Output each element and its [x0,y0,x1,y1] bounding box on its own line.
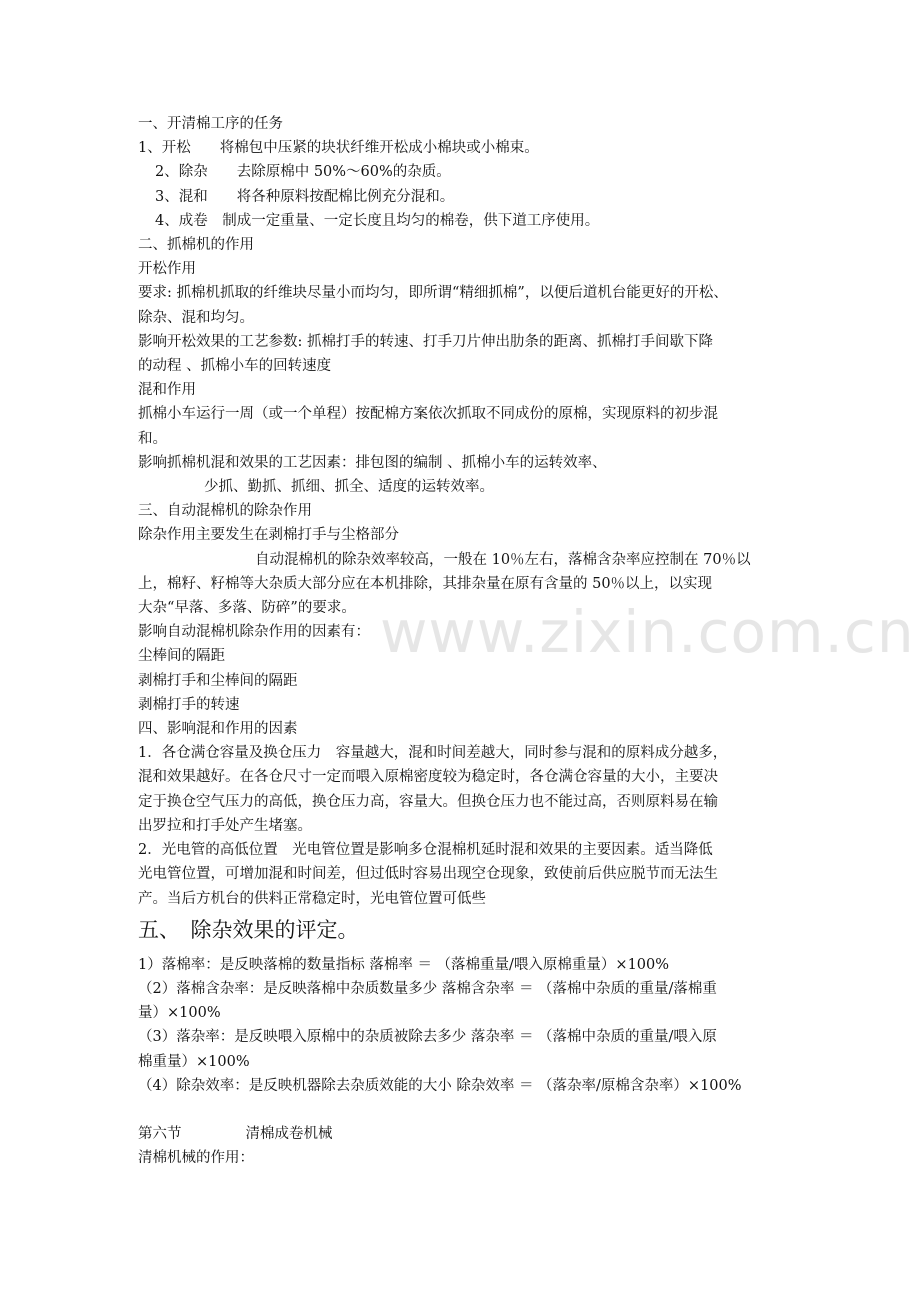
paragraph-line: 除杂作用主要发生在剥棉打手与尘格部分 [138,527,399,544]
paragraph-line: 混和效果越好。在各仓尺寸一定而喂入原棉密度较为稳定时，各仓满仓容量的大小，主要决 [138,769,718,786]
list-item: 4、成卷 制成一定重量、一定长度且均匀的棉卷，供下道工序使用。 [155,212,600,229]
paragraph-line: 定于换仓空气压力的高低，换仓压力高，容量大。但换仓压力也不能过高，否则原料易在输 [138,793,718,810]
paragraph-line: 清棉机械的作用： [138,1150,254,1167]
paragraph-line: 影响开松效果的工艺参数: 抓棉打手的转速、打手刀片伸出肋条的距离、抓棉打手间歇下降 [138,333,713,350]
subheading: 混和作用 [138,382,196,399]
list-item: 1、开松 将棉包中压紧的块状纤维开松成小棉块或小棉束。 [138,140,539,157]
section-6-heading [138,1122,798,1146]
list-item: 2、除杂 去除原棉中 50%～60%的杂质。 [155,164,451,181]
section-heading-3: 三、自动混棉机的除杂作用 [138,503,312,520]
paragraph-line: 除杂、混和均匀。 [138,309,254,326]
formula-line: 1）落棉率：是反映落棉的数量指标 落棉率 ＝ （落棉重量/喂入原棉重量）×100% [138,956,670,973]
paragraph-line: 影响自动混棉机除杂作用的因素有： [138,624,370,641]
paragraph-line: 光电管位置，可增加混和时间差，但过低时容易出现空仓现象，致使前后供应脱节而无法生 [138,866,718,883]
formula-line: （4）除杂效率：是反映机器除去杂质效能的大小 除杂效率 ＝ （落杂率/原棉含杂率）×100% [138,1077,742,1094]
document-body [138,112,798,1170]
paragraph-line: 1．各仓满仓容量及换仓压力 容量越大，混和时间差越大，同时参与混和的原料成分越多， [138,745,728,762]
subheading: 开松作用 [138,261,196,278]
paragraph-line: 产。当后方机台的供料正常稳定时，光电管位置可低些 [138,890,486,907]
paragraph-line: 的动程 、抓棉小车的回转速度 [138,358,332,375]
paragraph-line: 上，棉籽、籽棉等大杂质大部分应在本机排除，其排杂量在原有含量的 50％以上，以实现 [138,575,713,592]
section-heading-2: 二、抓棉机的作用 [138,237,254,254]
paragraph-line: 自动混棉机的除杂效率较高，一般在 10％左右，落棉含杂率应控制在 70％以 [255,551,751,568]
formula-line: （3）落杂率：是反映喂入原棉中的杂质被除去多少 落杂率 ＝ （落棉中杂质的重量/喂入原 [138,1029,717,1046]
paragraph-line: 出罗拉和打手处产生堵塞。 [138,817,312,834]
paragraph-line: 和。 [138,430,167,447]
section-heading-4: 四、影响混和作用的因素 [138,721,298,738]
spacer [138,1098,798,1122]
section-6-title: 清棉成卷机械 [245,1125,333,1142]
section-6-label: 第六节 [138,1125,182,1142]
list-item: 尘棒间的隔距 [138,648,225,665]
list-item: 剥棉打手和尘棒间的隔距 [138,672,298,689]
section-heading-1: 一、开清棉工序的任务 [138,116,283,132]
formula-line: （2）落棉含杂率：是反映落棉中杂质数量多少 落棉含杂率 ＝ （落棉中杂质的重量/落棉重 [138,980,717,997]
list-item: 3、混和 将各种原料按配棉比例充分混和。 [155,188,455,205]
paragraph-line: 少抓、勤抓、抓细、抓全、适度的运转效率。 [204,479,494,496]
paragraph-line: 2．光电管的高低位置 光电管位置是影响多仓混棉机延时混和效果的主要因素。适当降低 [138,842,713,859]
watermark: www.zixin.com.cn [380,598,915,666]
paragraph-line: 抓棉小车运行一周（或一个单程）按配棉方案依次抓取不同成份的原棉，实现原料的初步混 [138,406,718,423]
section-heading-5: 五、 除杂效果的评定。 [138,917,359,942]
formula-line: 量）×100% [138,1005,221,1022]
paragraph-line: 要求: 抓棉机抓取的纤维块尽量小而均匀，即所谓“精细抓棉”，以便后道机台能更好的开松、 [138,285,728,302]
list-item: 剥棉打手的转速 [138,696,240,713]
paragraph-line: 影响抓棉机混和效果的工艺因素：排包图的编制 、抓棉小车的运转效率、 [138,454,607,471]
formula-line: 棉重量）×100% [138,1053,250,1070]
paragraph-line: 大杂“早落、多落、防碎”的要求。 [138,600,356,617]
